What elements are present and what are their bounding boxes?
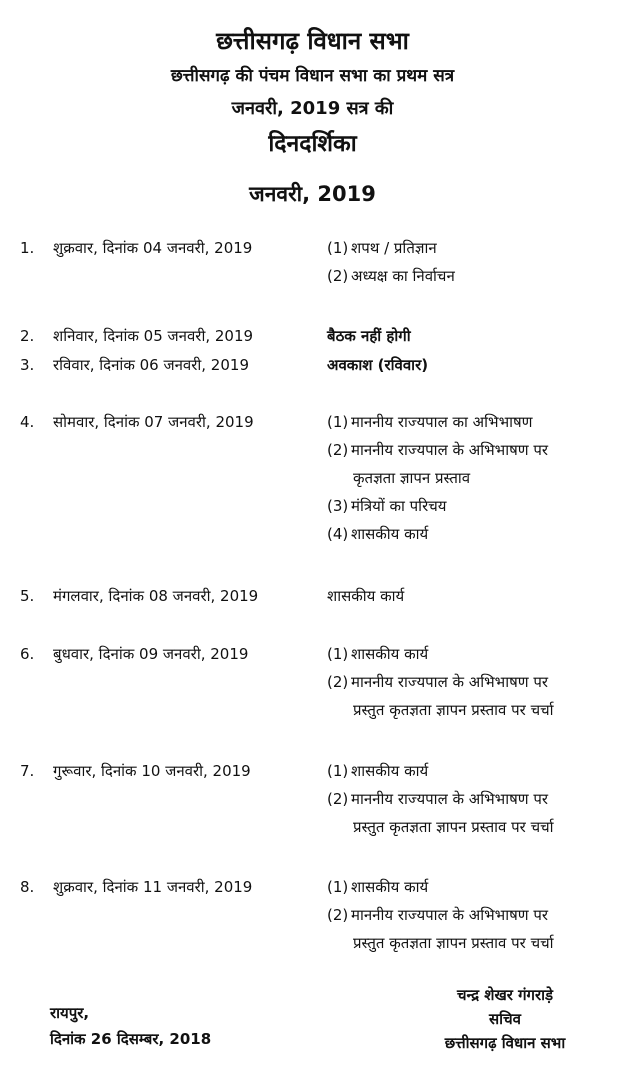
agenda-item-text: माननीय राज्यपाल का अभिभाषण bbox=[351, 413, 533, 431]
agenda-item-marker: (2) bbox=[327, 441, 349, 459]
entry-number: 4. bbox=[20, 413, 35, 431]
agenda-item bbox=[327, 327, 617, 345]
calendar-heading: दिनदर्शिका bbox=[268, 131, 357, 157]
agenda-item-text: अवकाश (रविवार) bbox=[327, 356, 429, 374]
agenda-item-text: माननीय राज्यपाल के अभिभाषण पर bbox=[351, 790, 549, 808]
agenda-item-continuation: प्रस्तुत कृतज्ञता ज्ञापन प्रस्ताव पर चर्चा bbox=[353, 701, 554, 719]
agenda-item-text: माननीय राज्यपाल के अभिभाषण पर bbox=[351, 906, 549, 924]
entry-number: 1. bbox=[20, 239, 35, 257]
agenda-item-marker: (1) bbox=[327, 239, 349, 257]
agenda-item-marker: (1) bbox=[327, 645, 349, 663]
agenda-item bbox=[327, 587, 617, 605]
entry-date: शनिवार, दिनांक 05 जनवरी, 2019 bbox=[53, 327, 254, 345]
agenda-item-marker: (2) bbox=[327, 267, 349, 285]
agenda-items bbox=[327, 327, 617, 355]
entry-date: रविवार, दिनांक 06 जनवरी, 2019 bbox=[53, 356, 249, 374]
entry-date: मंगलवार, दिनांक 08 जनवरी, 2019 bbox=[53, 587, 259, 605]
agenda-item bbox=[327, 356, 617, 374]
agenda-item bbox=[327, 441, 617, 487]
agenda-item-marker: (3) bbox=[327, 497, 349, 515]
agenda-item-marker: (2) bbox=[327, 790, 349, 808]
entry-date: गुरूवार, दिनांक 10 जनवरी, 2019 bbox=[53, 762, 251, 780]
agenda-item bbox=[327, 906, 617, 952]
agenda-item-text: माननीय राज्यपाल के अभिभाषण पर bbox=[351, 673, 549, 691]
agenda-item bbox=[327, 878, 617, 896]
agenda-item bbox=[327, 239, 617, 257]
entry-date: सोमवार, दिनांक 07 जनवरी, 2019 bbox=[53, 413, 254, 431]
entry-number: 7. bbox=[20, 762, 35, 780]
agenda-item-marker: (2) bbox=[327, 906, 349, 924]
agenda-item-text: अध्यक्ष का निर्वाचन bbox=[351, 267, 455, 285]
agenda-item-continuation: कृतज्ञता ज्ञापन प्रस्ताव bbox=[353, 469, 471, 487]
agenda-items bbox=[327, 645, 617, 729]
entry-number: 3. bbox=[20, 356, 35, 374]
agenda-item-continuation: प्रस्तुत कृतज्ञता ज्ञापन प्रस्ताव पर चर्चा bbox=[353, 818, 554, 836]
entry-number: 8. bbox=[20, 878, 35, 896]
entry-date: शुक्रवार, दिनांक 11 जनवरी, 2019 bbox=[53, 878, 253, 896]
agenda-item-marker: (1) bbox=[327, 762, 349, 780]
agenda-item-text: शपथ / प्रतिज्ञान bbox=[351, 239, 437, 257]
signatory-name: चन्द्र शेखर गंगराड़े bbox=[456, 986, 554, 1004]
agenda-item-text: बैठक नहीं होगी bbox=[327, 327, 411, 345]
agenda-items bbox=[327, 587, 617, 615]
agenda-item-text: शासकीय कार्य bbox=[351, 762, 429, 780]
agenda-items bbox=[327, 762, 617, 846]
document-title: छत्तीसगढ़ विधान सभा bbox=[216, 27, 409, 55]
footer-signature-block bbox=[395, 983, 615, 1055]
agenda-item-marker: (4) bbox=[327, 525, 349, 543]
agenda-item-marker: (2) bbox=[327, 673, 349, 691]
agenda-item bbox=[327, 267, 617, 285]
entry-number: 6. bbox=[20, 645, 35, 663]
entry-number: 2. bbox=[20, 327, 35, 345]
agenda-items bbox=[327, 239, 617, 295]
agenda-item-marker: (1) bbox=[327, 413, 349, 431]
entry-number: 5. bbox=[20, 587, 35, 605]
agenda-item-continuation: प्रस्तुत कृतज्ञता ज्ञापन प्रस्ताव पर चर्चा bbox=[353, 934, 554, 952]
signatory-office: छत्तीसगढ़ विधान सभा bbox=[444, 1034, 566, 1052]
agenda-item bbox=[327, 762, 617, 780]
session-subtitle: छत्तीसगढ़ की पंचम विधान सभा का प्रथम सत्र bbox=[170, 66, 455, 86]
footer-place-date bbox=[50, 1000, 211, 1052]
agenda-item bbox=[327, 673, 617, 719]
footer-date: दिनांक 26 दिसम्बर, 2018 bbox=[50, 1030, 212, 1048]
agenda-items bbox=[327, 878, 617, 962]
agenda-item-text: माननीय राज्यपाल के अभिभाषण पर bbox=[351, 441, 549, 459]
agenda-items bbox=[327, 413, 617, 553]
agenda-item bbox=[327, 645, 617, 663]
agenda-item bbox=[327, 497, 617, 515]
agenda-item bbox=[327, 525, 617, 543]
agenda-item-marker: (1) bbox=[327, 878, 349, 896]
session-line: जनवरी, 2019 सत्र की bbox=[231, 98, 394, 119]
agenda-item bbox=[327, 413, 617, 431]
footer-place: रायपुर, bbox=[50, 1004, 90, 1022]
agenda-item-text: शासकीय कार्य bbox=[351, 645, 429, 663]
entry-date: शुक्रवार, दिनांक 04 जनवरी, 2019 bbox=[53, 239, 253, 257]
agenda-item-text: मंत्रियों का परिचय bbox=[351, 497, 447, 515]
entry-date: बुधवार, दिनांक 09 जनवरी, 2019 bbox=[53, 645, 249, 663]
agenda-item-text: शासकीय कार्य bbox=[327, 587, 405, 605]
signatory-designation: सचिव bbox=[489, 1010, 521, 1028]
agenda-item-text: शासकीय कार्य bbox=[351, 878, 429, 896]
agenda-item bbox=[327, 790, 617, 836]
month-heading: जनवरी, 2019 bbox=[249, 182, 376, 206]
agenda-item-text: शासकीय कार्य bbox=[351, 525, 429, 543]
agenda-items bbox=[327, 356, 617, 384]
